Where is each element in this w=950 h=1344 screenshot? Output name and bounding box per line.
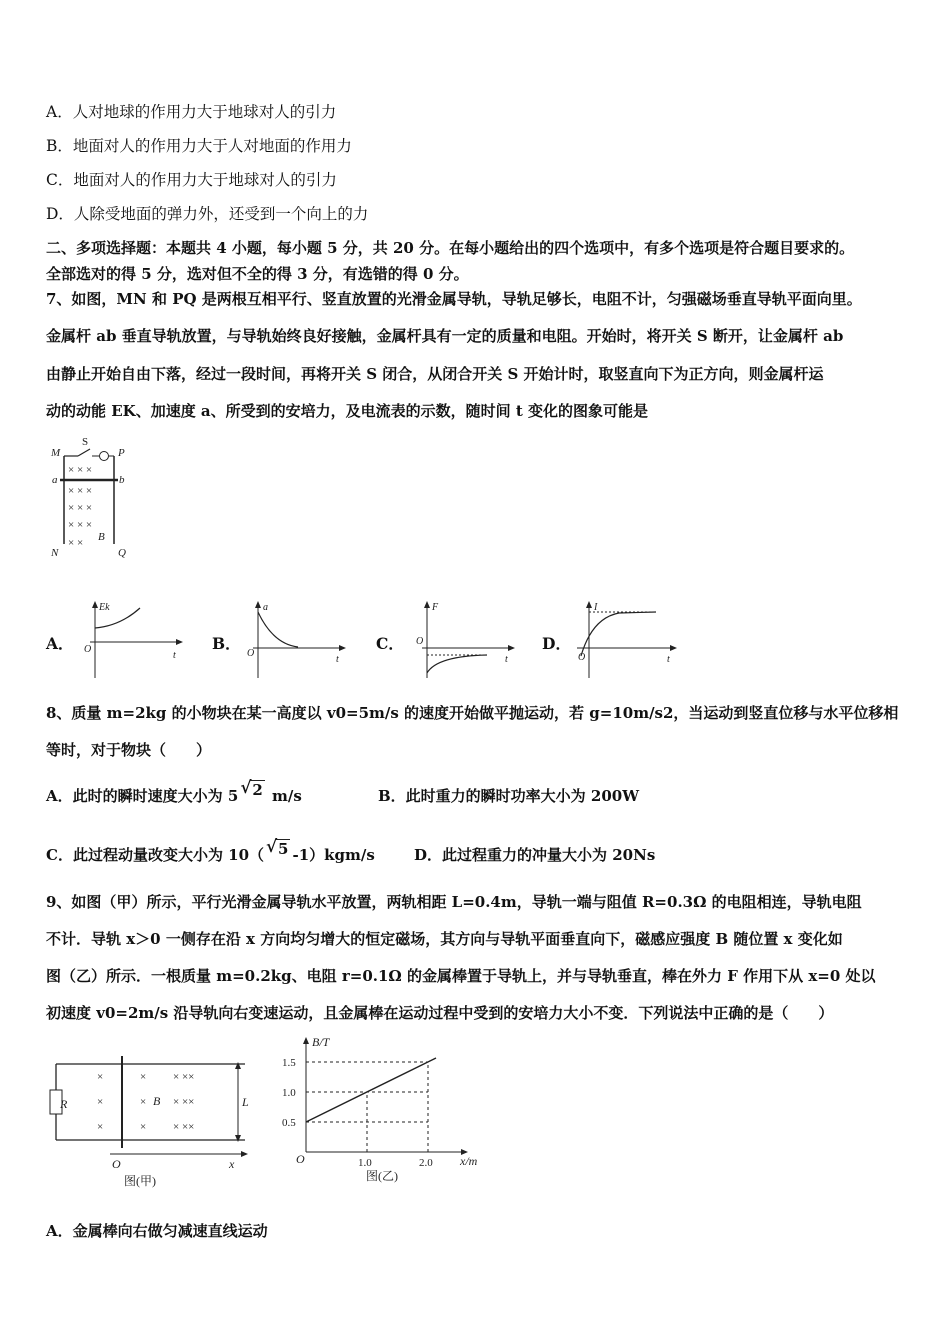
q8-line-2: 等时，对于物块（ ） [46, 741, 212, 759]
q9-line-4: 初速度 v0=2m/s 沿导轨向右变速运动，且金属棒在运动过程中受到的安培力大小不变．下列说法中正确的是（ ） [46, 1004, 834, 1022]
svg-text:× × ×: × × × [68, 502, 93, 514]
q7-line-2: 金属杆 ab 垂直导轨放置，与导轨始终良好接触，金属杆具有一定的质量和电阻。开始时，将开关 S 断开，让金属杆 ab [46, 327, 844, 345]
q6-option-d: D．人除受地面的弹力外，还受到一个向上的力 [46, 205, 369, 223]
q7-line-3: 由静止开始自由下落，经过一段时间，再将开关 S 闭合，从闭合开关 S 开始计时，取竖直向下为正方向，则金属杆运 [46, 365, 824, 383]
q7-option-b-label: B． [212, 634, 241, 653]
svg-text:× × ×: × × × [68, 519, 93, 531]
yi-ylabel: B/T [312, 1035, 330, 1049]
svg-text:×: × [140, 1121, 147, 1133]
section2-heading: 二、多项选择题：本题共 4 小题，每小题 5 分，共 20 分。在每小题给出的四个选项中，有多个选项是符合题目要求的。 [46, 239, 855, 257]
label-P: P [118, 447, 125, 459]
label-b: b [119, 474, 125, 486]
yi-xlabel: x/m [460, 1154, 478, 1168]
q6-option-a: A．人对地球的作用力大于地球对人的引力 [46, 103, 337, 121]
yi-origin: O [296, 1152, 305, 1166]
svg-text:×: × [140, 1096, 147, 1108]
q9-figure-yi [280, 1032, 490, 1192]
label-S: S [82, 436, 89, 448]
label-M: M [51, 447, 61, 459]
svg-text:× × ×: × × × [68, 485, 93, 497]
q7-graph-c [412, 598, 517, 683]
q7-option-d-label: D． [542, 634, 571, 653]
q7-rail-figure [46, 436, 146, 564]
label-B: B [98, 531, 105, 543]
label-N: N [51, 547, 59, 559]
q9-option-a: A．金属棒向右做匀减速直线运动 [46, 1222, 268, 1240]
q7-graph-a [80, 598, 185, 683]
svg-text:t: t [336, 654, 339, 665]
q9-figure-jia [40, 1050, 260, 1190]
q8-option-d: D．此过程重力的冲量大小为 20Ns [414, 846, 656, 864]
svg-text:×: × [97, 1096, 104, 1108]
svg-text:O: O [112, 1157, 121, 1171]
q8-line-1: 8、质量 m=2kg 的小物块在某一高度以 v0=5m/s 的速度开始做平抛运动，若 g=10m/s2，当运动到竖直位移与水平位移相 [46, 704, 899, 722]
q7-graph-d [574, 598, 679, 683]
q9-line-3: 图（乙）所示．一根质量 m=0.2kg、电阻 r=0.1Ω 的金属棒置于导轨上，并与导轨垂直，棒在外力 F 作用下从 x=0 处以 [46, 967, 876, 985]
yi-ytick-0: 1.5 [282, 1057, 296, 1069]
q7-line-4: 动的动能 EK、加速度 a、所受到的安培力，及电流表的示数，随时间 t 变化的图象可能是 [46, 402, 649, 420]
svg-text:F: F [432, 602, 439, 613]
svg-text:×: × [97, 1071, 104, 1083]
svg-text:Ek: Ek [99, 602, 110, 613]
q6-option-b: B．地面对人的作用力大于人对地面的作用力 [46, 137, 352, 155]
svg-text:R: R [60, 1097, 68, 1111]
svg-text:I: I [594, 602, 598, 613]
label-Q: Q [118, 547, 126, 559]
yi-ytick-1: 1.0 [282, 1087, 296, 1099]
yi-series-line [306, 1058, 436, 1122]
svg-text:a: a [263, 602, 268, 613]
svg-text:O: O [578, 652, 586, 663]
svg-text:x: x [229, 1157, 235, 1171]
svg-text:图(甲): 图(甲) [124, 1174, 156, 1188]
yi-xtick-0: 1.0 [358, 1157, 372, 1169]
svg-text:× ××: × ×× [173, 1071, 195, 1083]
svg-text:× ×: × × [68, 537, 84, 549]
svg-text:×: × [140, 1071, 147, 1083]
svg-text:× × ×: × × × [68, 464, 93, 476]
svg-text:t: t [173, 650, 176, 661]
yi-ytick-2: 0.5 [282, 1117, 296, 1129]
q7-option-c-label: C． [376, 634, 404, 653]
svg-text:B: B [153, 1094, 161, 1108]
q7-graph-b [243, 598, 348, 683]
q9-line-2: 不计．导轨 x＞0 一侧存在沿 x 方向均匀增大的恒定磁场，其方向与导轨平面垂直向下，磁感应强度 B 随位置 x 变化如 [46, 930, 843, 948]
svg-text:O: O [416, 636, 424, 647]
q9-line-1: 9、如图（甲）所示，平行光滑金属导轨水平放置，两轨相距 L=0.4m，导轨一端与阻值 R=0.3Ω 的电阻相连，导轨电阻 [46, 893, 862, 911]
yi-caption: 图(乙) [366, 1169, 398, 1183]
q7-option-a-label: A． [46, 634, 74, 653]
svg-text:×: × [97, 1121, 104, 1133]
q6-option-c: C．地面对人的作用力大于地球对人的引力 [46, 171, 337, 189]
q8-option-b: B．此时重力的瞬时功率大小为 200W [378, 787, 640, 805]
label-a: a [52, 474, 58, 486]
svg-text:t: t [505, 654, 508, 665]
q8-option-c: C．此过程动量改变大小为 10（√ 5 -1）kgm/s [46, 845, 375, 865]
yi-xtick-1: 2.0 [419, 1157, 433, 1169]
svg-text:× ××: × ×× [173, 1096, 195, 1108]
q8-option-a: A．此时的瞬时速度大小为 5√ 2 m/s [46, 786, 302, 806]
svg-text:O: O [84, 644, 92, 655]
section2-scoring: 全部选对的得 5 分，选对但不全的得 3 分，有选错的得 0 分。 [46, 265, 469, 283]
q7-line-1: 7、如图，MN 和 PQ 是两根互相平行、竖直放置的光滑金属导轨，导轨足够长，电阻不计，匀强磁场垂直导轨平面向里。 [46, 290, 862, 308]
svg-text:O: O [247, 648, 255, 659]
svg-text:× ××: × ×× [173, 1121, 195, 1133]
svg-text:t: t [667, 654, 670, 665]
svg-text:L: L [242, 1095, 249, 1109]
